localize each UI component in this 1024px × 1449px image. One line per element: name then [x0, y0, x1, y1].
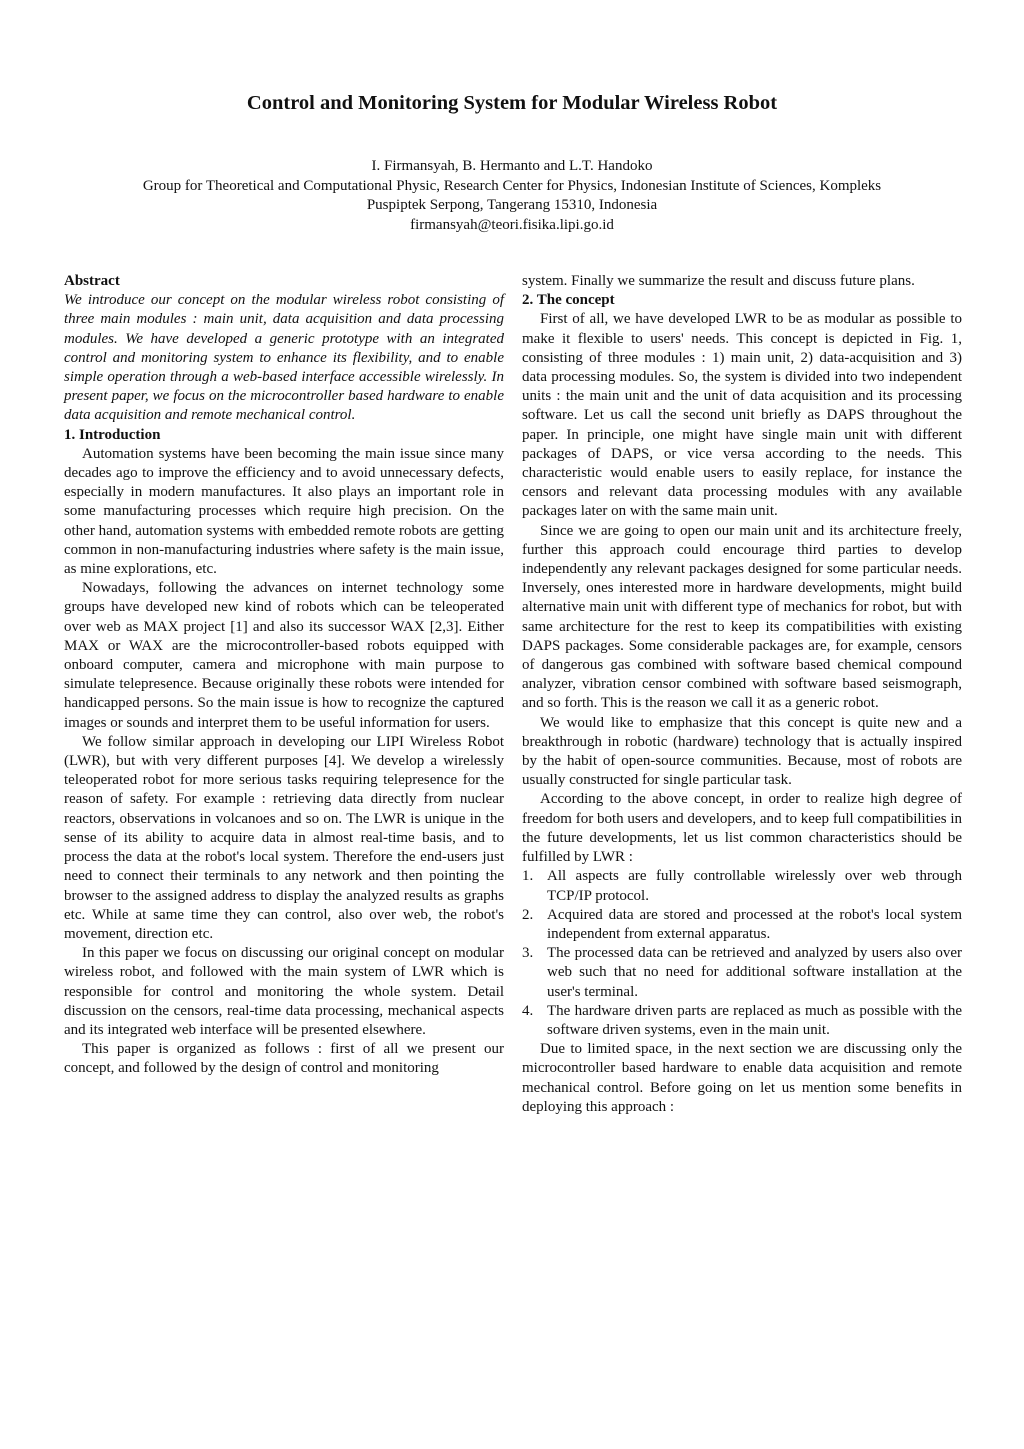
- intro-paragraph-2: Nowadays, following the advances on internet technology some groups have developed new kind of robots which can be teleoperated over web as MAX project [1] and also its successor WAX [2,3]. Either MAX or WAX are the microcontroller-based robots equipped with onboard computer, camera and microphone with main purpose to simulate telepresence. Because originally these robots were intended for handicapped persons. So the main issue is how to recognize the captured images or sounds and interpret them to be useful information for users.: [64, 580, 504, 731]
- paper-title: Control and Monitoring System for Modular Wireless Robot: [246, 92, 778, 114]
- concept-paragraph-4: According to the above concept, in order to realize high degree of freedom for both users and developers, and to keep full compatibilities in the future developments, let us list common characteristics should be fulfilled by LWR :: [522, 791, 962, 866]
- concept-paragraph-1: First of all, we have developed LWR to be as modular as possible to make it flexible to users' needs. This concept is depicted in Fig. 1, consisting of three modules : 1) main unit, 2) data-acquisition and 3) data processing modules. So, the system is divided into two independent units : the main unit and the unit of data acquisition and its processing software. Let us call the second unit briefly as DAPS throughout the paper. In principle, one might have single main unit with different packages of DAPS, or vice versa according to the needs. This characteristic would enable users to easily replace, for instance the censors and relevant data processing modules with any available packages later on with the same main unit.: [522, 311, 962, 520]
- list-item-text: The processed data can be retrieved and analyzed by users also over web such that no need for additional software installation at the user's terminal.: [547, 945, 962, 1000]
- concept-paragraph-3: We would like to emphasize that this concept is quite new and a breakthrough in robotic (hardware) technology that is actually inspired by the habit of open-source communities. Because, most of robots are usually constructed for single particular task.: [522, 714, 962, 789]
- list-item-text: All aspects are fully controllable wirelessly over web through TCP/IP protocol.: [547, 868, 962, 904]
- list-item: [522, 906, 962, 944]
- author-block: [60, 157, 964, 235]
- list-item-text: The hardware driven parts are replaced as much as possible with the software driven systems, even in the main unit.: [547, 1002, 962, 1038]
- list-item: [522, 1002, 962, 1040]
- requirements-list: [522, 867, 962, 1040]
- concept-closing-paragraph: Due to limited space, in the next section we are discussing only the microcontroller based hardware to enable data acquisition and remote mechanical control. Before going on let us mention some benefits in deploying this approach :: [522, 1041, 962, 1115]
- intro-paragraph-5-continuation: system. Finally we summarize the result and discuss future plans.: [522, 273, 915, 289]
- list-item-text: Acquired data are stored and processed at the robot's local system independent from external apparatus.: [547, 906, 962, 942]
- section-heading-introduction: 1. Introduction: [64, 426, 161, 443]
- list-item-number: 1.: [522, 868, 534, 885]
- affiliation-line-2: Puspiptek Serpong, Tangerang 15310, Indonesia: [366, 197, 658, 213]
- section-heading-concept: 2. The concept: [522, 292, 615, 309]
- list-item-number: 3.: [522, 945, 534, 962]
- right-column: [522, 272, 962, 1117]
- affiliation-line-1: Group for Theoretical and Computational Physic, Research Center for Physics, Indonesian Institute of Sciences, Kompleks: [142, 177, 882, 194]
- left-column: [64, 272, 504, 1079]
- abstract-heading: Abstract: [64, 273, 120, 289]
- list-item-number: 4.: [522, 1002, 534, 1019]
- intro-paragraph-3: We follow similar approach in developing our LIPI Wireless Robot (LWR), but with very different purposes [4]. We develop a wirelessly teleoperated robot for more serious tasks requiring telepresence for the reason of safety. For example : retrieving data directly from nuclear reactors, observations in volcanoes and so on. The LWR is unique in the sense of its ability to acquire data in almost real-time basis, and to process the data at the robot's local system. Therefore the end-users just need to connect their terminals to any network and then pointing the browser to the assigned address to display the analyzed results as graphs etc. While at same time they can control, also over web, the robot's movement, direction etc.: [64, 733, 504, 942]
- intro-paragraph-1: Automation systems have been becoming the main issue since many decades ago to improve the efficiency and to avoid unnecessary defects, especially in modern manufactures. It also plays an important role in some manufacturing processes which require high precision. On the other hand, automation systems with embedded remote robots are getting common in non-manufacturing industries where safety is the main issue, as mine explorations, etc.: [64, 445, 504, 578]
- author-email: firmansyah@teori.fisika.lipi.go.id: [410, 216, 614, 233]
- list-item: [522, 867, 962, 905]
- intro-paragraph-4: In this paper we focus on discussing our original concept on modular wireless robot, and followed with the main system of LWR which is responsible for control and monitoring the whole system. Detail discussion on the censors, real-time data processing, mechanical aspects and its integrated web interface will be presented elsewhere.: [64, 945, 504, 1038]
- list-item: [522, 944, 962, 1002]
- concept-paragraph-2: Since we are going to open our main unit and its architecture freely, further this approach could encourage third parties to develop independently any relevant packages designed for some particular needs. Inversely, ones interested more in hardware developments, might build alternative main unit with different type of mechanics for robot, but with same architecture for the rest to keep its compatibilities with existing DAPS packages. Some considerable packages are, for example, censors of dangerous gas combined with software based chemical compound analyzer, vibration censor combined with software based seismograph, and so forth. This is the reason we call it as a generic robot.: [522, 522, 962, 712]
- list-item-number: 2.: [522, 906, 534, 923]
- abstract-text: We introduce our concept on the modular wireless robot consisting of three main modules : main unit, data acquisition and data processing modules. We have developed a generic prototype with an integrated control and monitoring system to enhance its flexibility, and to enable simple operation through a web-based interface accessible wirelessly. In present paper, we focus on the microcontroller based hardware to enable data acquisition and remote mechanical control.: [64, 292, 504, 424]
- intro-paragraph-5: This paper is organized as follows : first of all we present our concept, and followed by the design of control and monitoring: [64, 1041, 504, 1077]
- authors: I. Firmansyah, B. Hermanto and L.T. Handoko: [371, 158, 653, 174]
